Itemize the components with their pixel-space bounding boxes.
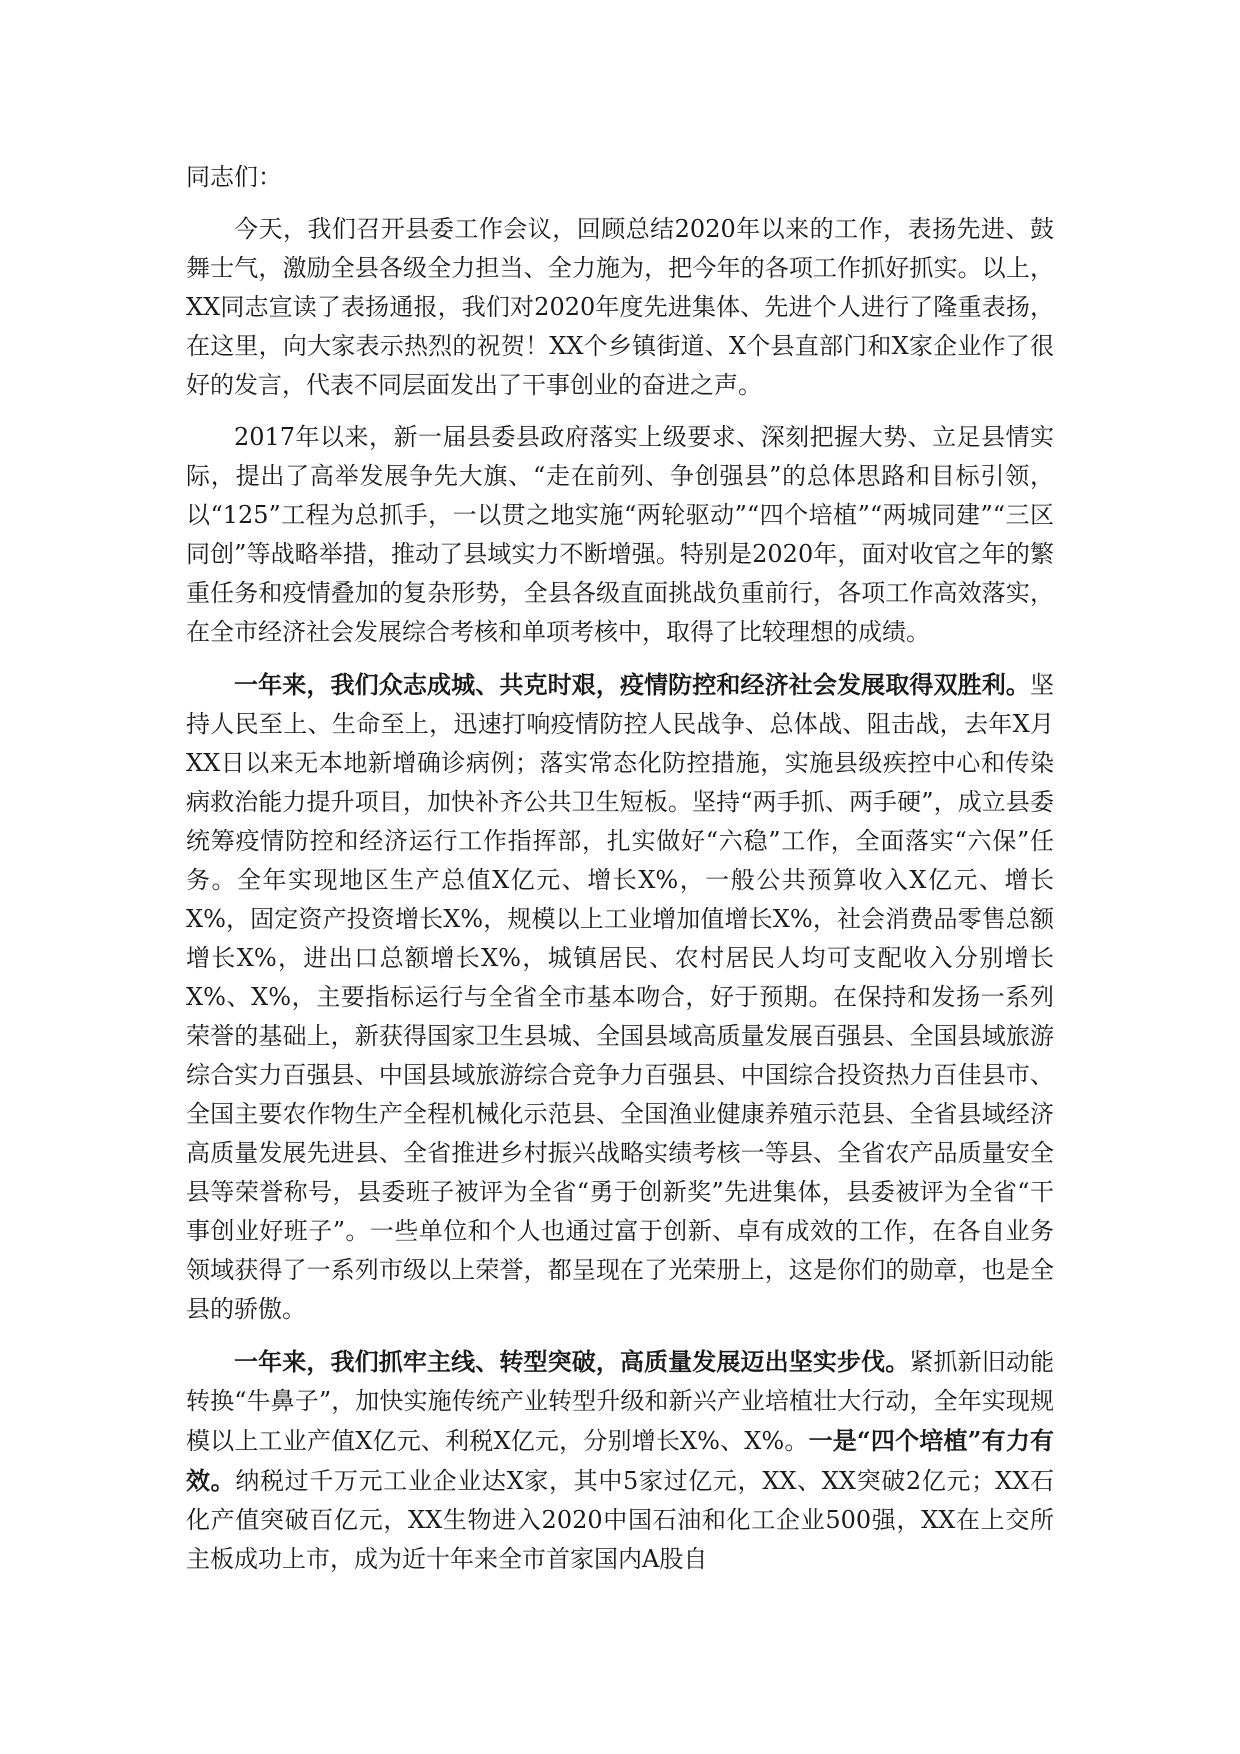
paragraph-text: 坚持人民至上、生命至上，迅速打响疫情防控人民战争、总体战、阻击战，去年X月XX日以来无本地新增确诊病例；落实常态化防控措施，实施县级疾控中心和传染病救治能力提升项目，加快补齐公共卫生短板。坚持“两手抓、两手硬”，成立县委统筹疫情防控和经济运行工作指挥部，扎实做好“六稳”工作，全面落实“六保”任务。全年实现地区生产总值X亿元、增长X%，一般公共预算收入X亿元、增长X%，固定资产投资增长X%，规模以上工业增加值增长X%，社会消费品零售总额增长X%，进出口总额增长X%，城镇居民、农村居民人均可支配收入分别增长X%、X%，主要指标运行与全省全市基本吻合，好于预期。在保持和发扬一系列荣誉的基础上，新获得国家卫生县城、全国县域高质量发展百强县、全国县域旅游综合实力百强县、中国县域旅游综合竞争力百强县、中国综合投资热力百佳县市、全国主要农作物生产全程机械化示范县、全国渔业健康养殖示范县、全省县域经济高质量发展先进县、全省推进乡村振兴战略实绩考核一等县、全省农产品质量安全县等荣誉称号，县委班子被评为全省“勇于创新奖”先进集体，县委被评为全省“干事创业好班子”。一些单位和个人也通过富于创新、卓有成效的工作，在各自业务领域获得了一系列市级以上荣誉，都呈现在了光荣册上，这是你们的勋章，也是全县的骄傲。 xyxy=(186,671,1054,1323)
paragraph-pandemic-and-economy xyxy=(186,665,1054,1329)
document-body xyxy=(186,158,1054,1592)
paragraph-text: 今天，我们召开县委工作会议，回顾总结2020年以来的工作，表扬先进、鼓舞士气，激励全县各级全力担当、全力施为，把今年的各项工作抓好抓实。以上，XX同志宣读了表扬通报，我们对2020年度先进集体、先进个人进行了隆重表扬，在这里，向大家表示热烈的祝贺！XX个乡镇街道、X个县直部门和X家企业作了很好的发言，代表不同层面发出了干事创业的奋进之声。 xyxy=(186,215,1054,399)
paragraph-since-2017 xyxy=(186,418,1054,652)
paragraph-subpoint-heading: 一是“四个培植”有力有效。 xyxy=(186,1426,1055,1495)
paragraph-text: 紧抓新旧动能转换“牛鼻子”，加快实施传统产业转型升级和新兴产业培植壮大行动，全年实现规模以上工业产值X亿元、利税X亿元，分别增长X%、X%。 xyxy=(186,1348,1055,1455)
paragraph-opening xyxy=(186,210,1054,405)
paragraph-text: 2017年以来，新一届县委县政府落实上级要求、深刻把握大势、立足县情实际，提出了高举发展争先大旗、“走在前列、争创强县”的总体思路和目标引领，以“125”工程为总抓手，一以贯之地实施“两轮驱动”“四个培植”“两城同建”“三区同创”等战略举措，推动了县域实力不断增强。特别是2020年，面对收官之年的繁重任务和疫情叠加的复杂形势，全县各级直面挑战负重前行，各项工作高效落实，在全市经济社会发展综合考核和单项考核中，取得了比较理想的成绩。 xyxy=(186,423,1054,646)
paragraph-lead-heading: 一年来，我们抓牢主线、转型突破，高质量发展迈出坚实步伐。 xyxy=(234,1347,910,1376)
paragraph-high-quality-development xyxy=(186,1342,1054,1579)
salutation: 同志们： xyxy=(186,163,282,191)
paragraph-subpoint-text: 纳税过千万元工业企业达X家，其中5家过亿元，XX、XX突破2亿元；XX石化产值突破百亿元，XX生物进入2020中国石油和化工企业500强，XX在上交所主板成功上市，成为近十年来全市首家国内A股自 xyxy=(186,1467,1055,1573)
paragraph-lead-heading: 一年来，我们众志成城、共克时艰，疫情防控和经济社会发展取得双胜利。 xyxy=(234,670,1030,699)
